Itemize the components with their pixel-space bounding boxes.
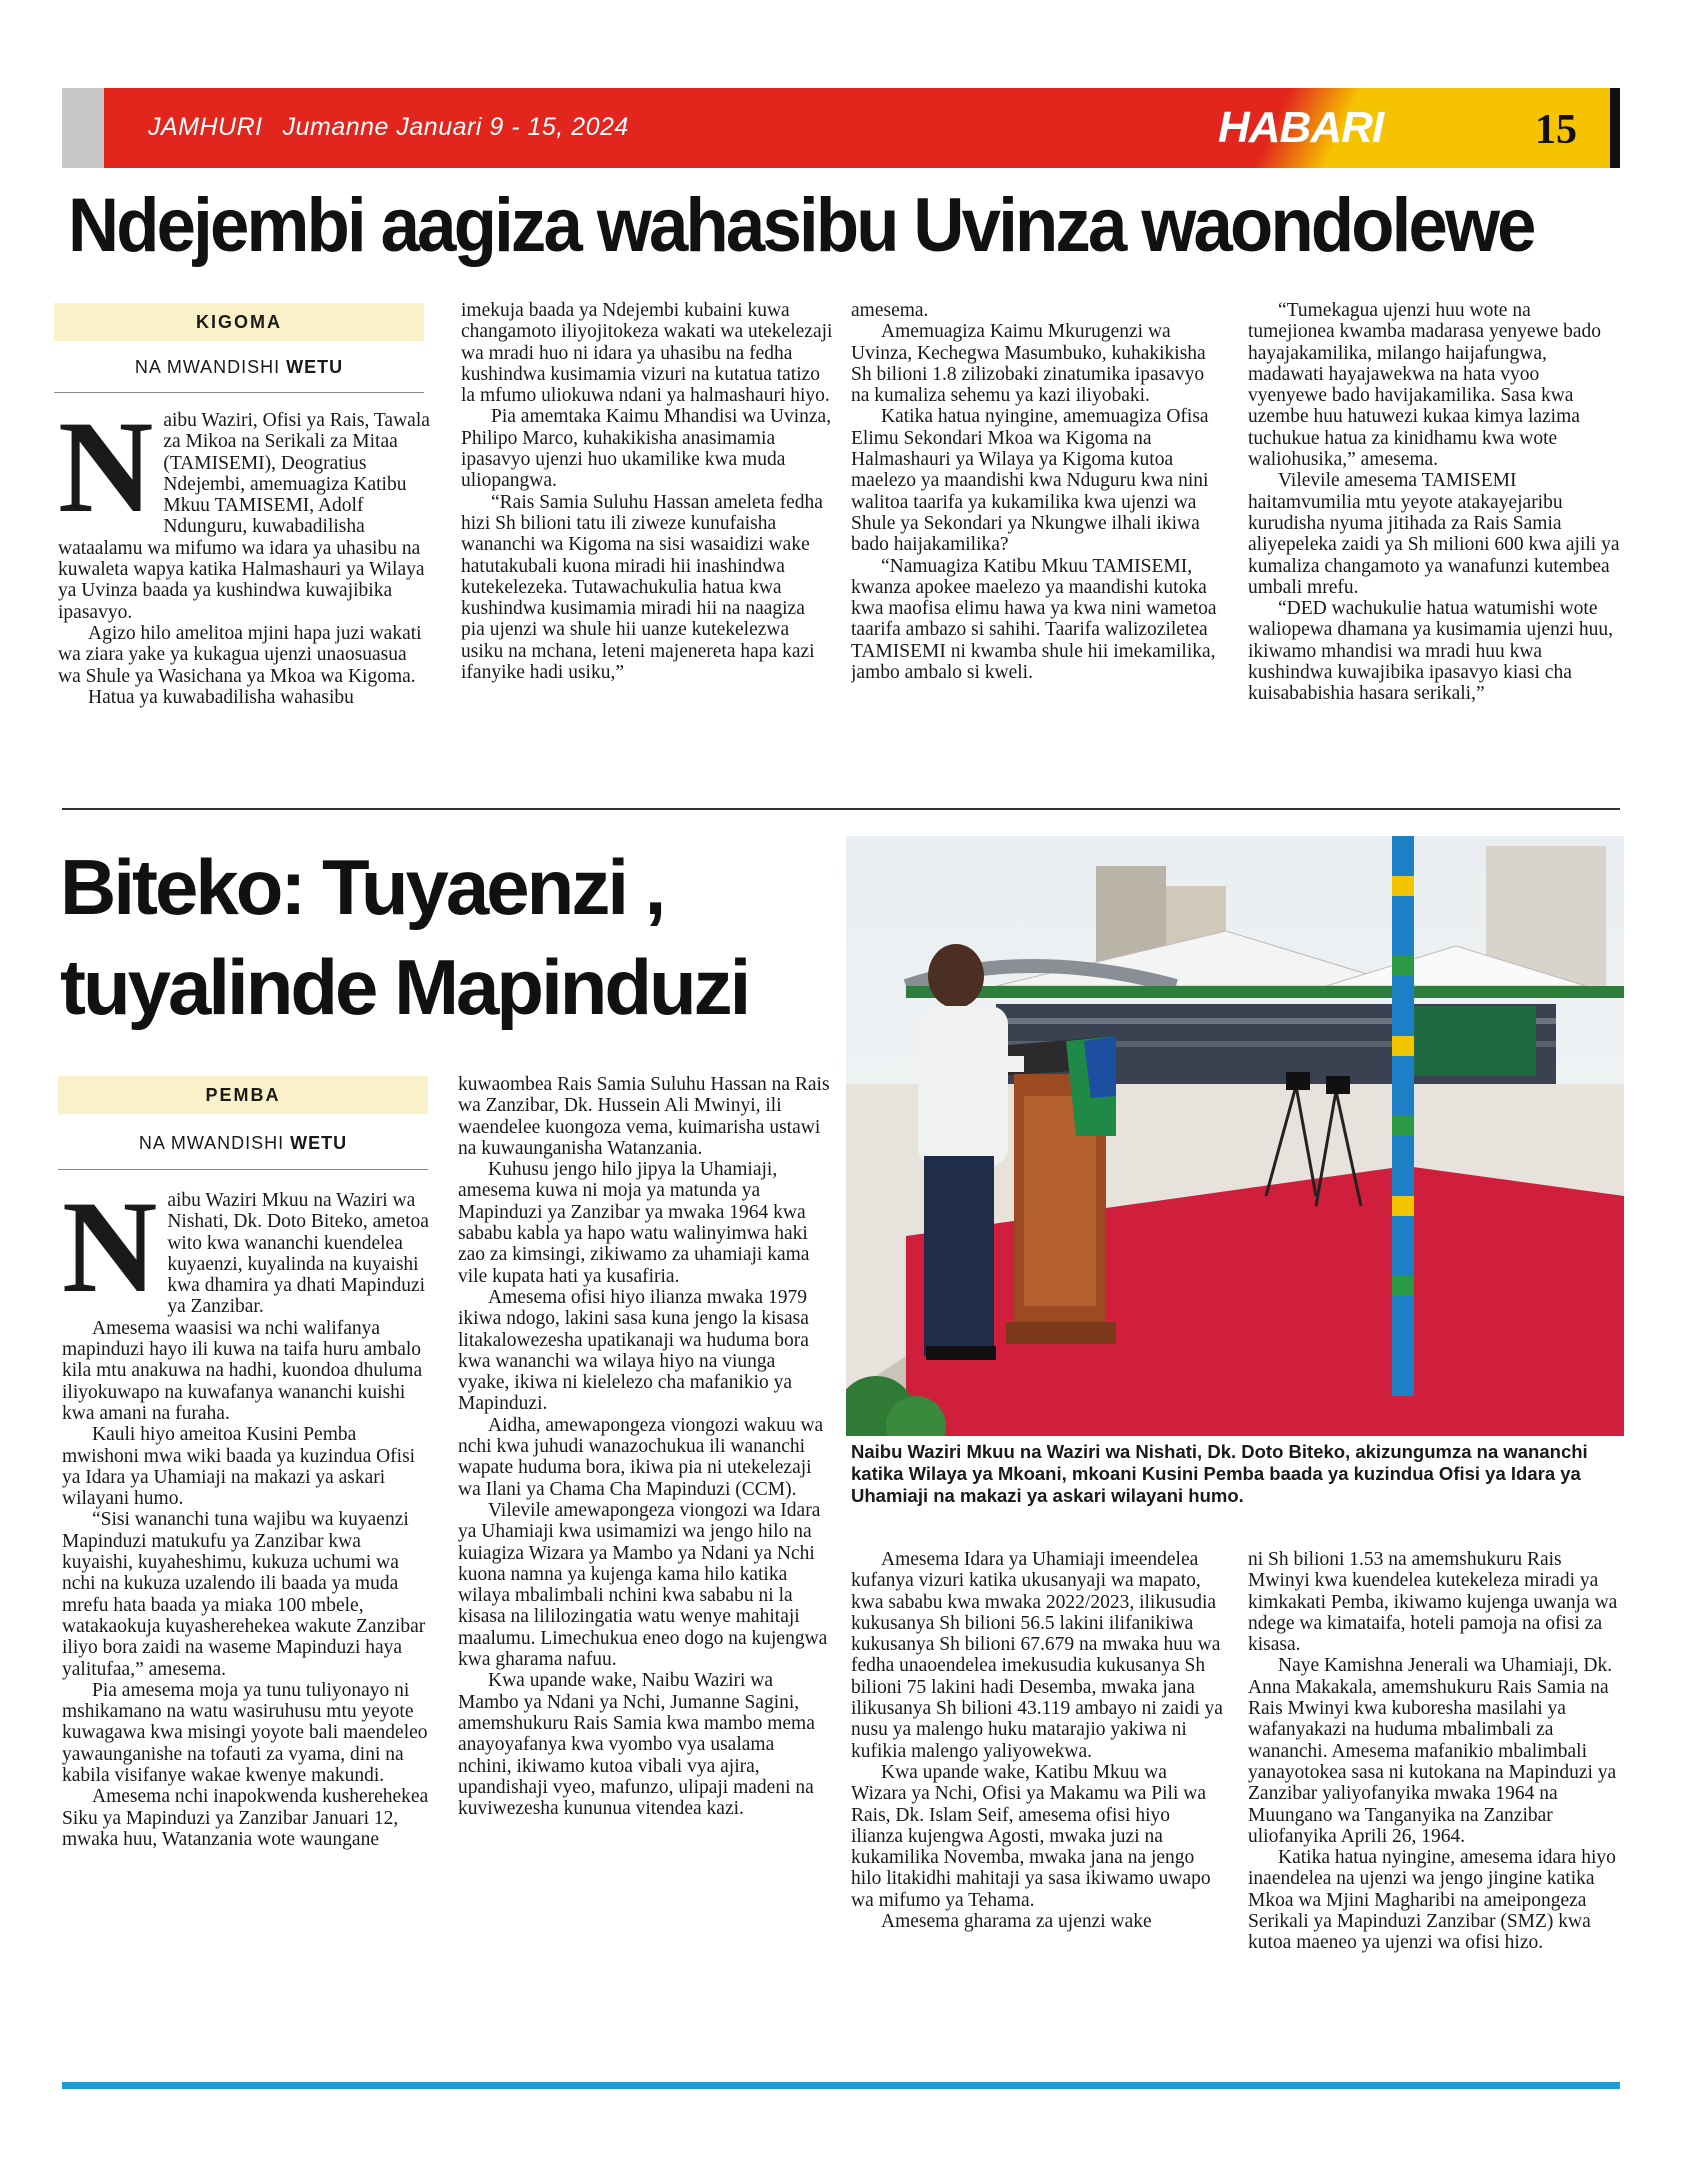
- paragraph: Vilevile amesema TAMISEMI haitamvumilia mtu yeyote atakayejaribu kurudisha nyuma jitihada za Rais Samia aliyepeleka zaidi ya Sh milioni 600 kwa ajili ya kumaliza changamoto ya wanafunzi kutembea umbali mrefu.: [1248, 470, 1620, 598]
- byline-name: WETU: [286, 357, 344, 377]
- paragraph: imekuja baada ya Ndejembi kubaini kuwa changamoto iliyojitokeza wakati wa utekelezaji wa mradi huo ni idara ya uhasibu na fedha kushindwa kusimamia vizuri na kutatua tatizo la mfumo uliokuwa ndani ya halmashauri hiyo.: [461, 300, 833, 407]
- article2-headline-line1: Biteko: Tuyaenzi ,: [60, 843, 664, 931]
- paragraph: Aidha, amewapongeza viongozi wakuu wa nchi kwa juhudi wanazochukua ili wananchi wapate huduma bora, ikiwa pia ni utekelezaji wa Ilani ya Chama Cha Mapinduzi (CCM).: [458, 1414, 824, 1500]
- photo-caption: Naibu Waziri Mkuu na Waziri wa Nishati, Dk. Doto Biteko, akizungumza na wananchi katika Wilaya ya Mkoani, mkoani Kusini Pemba baada ya kuzindua Ofisi ya Idara ya Uhamiaji na makazi ya askari wilayani humo.: [851, 1441, 1588, 1506]
- paragraph: aibu Waziri Mkuu na Waziri wa Nishati, Dk. Doto Biteko, ametoa wito kwa wananchi kuendelea kuyaenzi, kuyalinda na kuyaishi kwa dhamira ya dhati Mapinduzi ya Zanzibar.: [167, 1190, 429, 1318]
- article-divider: [62, 808, 1620, 810]
- paragraph: Amesema Idara ya Uhamiaji imeendelea kufanya vizuri katika ukusanyaji wa mapato, kwa sababu kwa mwaka 2022/2023, ilikusudia kukusanya Sh bilioni 56.5 lakini ilifanikiwa kukusanya Sh bilioni 67.679 na mwaka huu wa fedha unaoendelea imekusudia kukusanya Sh bilioni 75 lakini hadi Desemba, mwaka jana ilikusanya Sh bilioni 43.119 ambayo ni zaidi ya nusu ya malengo huku matarajio yakiwa ni kufikia malengo yaliyowekwa.: [851, 1549, 1223, 1762]
- article1-headline: Ndejembi aagiza wahasibu Uvinza waondolewe: [68, 183, 1534, 268]
- byline-prefix: NA MWANDISHI: [134, 357, 287, 377]
- article1-byline: [54, 357, 424, 378]
- article2-column-4: [1248, 1549, 1622, 2071]
- paragraph: “DED wachukulie hatua watumishi wote waliopewa dhamana ya kusimamia ujenzi huu, ikiwamo mhandisi wa mradi huu kwa kushindwa kuwajibika ipasavyo kiasi cha kuisababishia hasara serikali,”: [1248, 598, 1613, 705]
- paper-name: JAMHURI: [148, 113, 263, 141]
- dropcap: N: [58, 410, 154, 540]
- article2-locator: PEMBA: [58, 1076, 428, 1114]
- paragraph: Kwa upande wake, Katibu Mkuu wa Wizara ya Nchi, Ofisi ya Makamu wa Pili wa Rais, Dk. Islam Seif, amesema ofisi hiyo ilianza kujengwa Agosti, mwaka juzi na kukamilika Novemba, mwaka jana na jengo hilo litakidhi mahitaji ya sasa ikiwamo uwapo wa mifumo ya Tehama.: [851, 1761, 1211, 1911]
- byline-name: WETU: [290, 1133, 348, 1153]
- article2-column-2: [458, 1074, 830, 2070]
- article2-photo: [846, 836, 1624, 1436]
- header-right-edge: [1610, 88, 1620, 168]
- paragraph: Amesema gharama za ujenzi wake: [881, 1911, 1152, 1933]
- paragraph: Agizo hilo amelitoa mjini hapa juzi wakati wa ziara yake ya kukagua ujenzi unaosuasua wa Shule ya Wasichana ya Mkoa wa Kigoma.: [58, 622, 422, 687]
- paragraph: Amesema waasisi wa nchi walifanya mapinduzi hayo ili kuwa na taifa huru ambalo kila mtu anakuwa na hadhi, kuondoa dhuluma iliyokuwapo na kuwafanya wananchi kuishi kwa amani na furaha.: [62, 1317, 423, 1424]
- header-left-tab: [62, 88, 104, 168]
- paragraph: Amesema ofisi hiyo ilianza mwaka 1979 ikiwa ndogo, lakini sasa kuna jengo la kisasa litakalowezesha upatikanaji wa huduma bora kwa wananchi wa wilaya hiyo na viunga vyake, ikiwa ni kielelezo cha mafanikio ya Mapinduzi.: [458, 1286, 809, 1415]
- paragraph: Kauli hiyo ameitoa Kusini Pemba mwishoni mwa wiki baada ya kuzindua Ofisi ya Idara ya Uhamiaji na makazi ya askari wilayani humo.: [62, 1424, 416, 1510]
- paragraph: Pia amemtaka Kaimu Mhandisi wa Uvinza, Philipo Marco, kuhakikisha anasimamia ipasavyo ujenzi huo ukamilike kwa muda uliopangwa.: [461, 406, 832, 492]
- paragraph: Naye Kamishna Jenerali wa Uhamiaji, Dk. Anna Makakala, amemshukuru Rais Samia na Rais Mwinyi kwa kuboresha masilahi ya wafanyakazi na huduma mbalimbali za wananchi. Amesema mafanikio mbalimbali yanayotokea sasa ni kutokana na Mapinduzi ya Zanzibar yaliyofanyika mwaka 1964 na Muungano wa Tanganyika na Zanzibar uliofanyika Aprili 26, 1964.: [1248, 1655, 1617, 1847]
- article1-column-3: [851, 300, 1223, 800]
- article2-headline-line2: tuyalinde Mapinduzi: [60, 943, 749, 1031]
- paragraph: Vilevile amewapongeza viongozi wa Idara ya Uhamiaji kwa usimamizi wa jengo hilo na kuiagiza Wizara ya Mambo ya Ndani ya Nchi kuona namna ya kujenga kama hilo katika wilaya mbalimbali nchini kwa sababu ni la kisasa na lililozingatia watu wenye mahitaji maalumu. Limechukua eneo dogo na kujengwa kwa gharama nafuu.: [458, 1499, 828, 1671]
- page-number: 15: [1535, 107, 1577, 153]
- byline-rule: [58, 1169, 428, 1170]
- paragraph: Kuhusu jengo hilo jipya la Uhamiaji, amesema kuwa ni moja ya matunda ya Mapinduzi ya Zanzibar ya mwaka 1964 kwa sababu kabla ya hapo watu walinyimwa haki zao za kimsingi, zikiwamo za uhamiaji kama vile kupata hati ya kusafiria.: [458, 1159, 810, 1287]
- event-scene-illustration: [846, 836, 1624, 1436]
- paragraph: kuwaombea Rais Samia Suluhu Hassan na Rais wa Zanzibar, Dk. Hussein Ali Mwinyi, ili waendelee kuongoza vema, kuimarisha ustawi na kuwaunganisha Watanzania.: [458, 1074, 830, 1159]
- article2-byline: [58, 1133, 428, 1154]
- issue-date: Jumanne Januari 9 - 15, 2024: [282, 113, 629, 141]
- paragraph: Amemuagiza Kaimu Mkurugenzi wa Uvinza, Kechegwa Masumbuko, kuhakikisha Sh bilioni 1.8 zilizobaki zinatumika ipasavyo na kumaliza sehemu ya kazi iliyobaki.: [851, 321, 1206, 407]
- paragraph: “Tumekagua ujenzi huu wote na tumejionea kwamba madarasa yenyewe bado hayajakamilika, milango haijafungwa, madawati hayajawekwa na hata vyoo vyenyewe bado havijakamilika. Sasa kwa uzembe huu hatuwezi kukaa kimya lazima tuchukue hatua za kinidhamu kwa wote waliohusika,” amesema.: [1248, 300, 1602, 471]
- dropcap: N: [62, 1190, 158, 1320]
- paragraph: Hatua ya kuwabadilisha wahasibu: [88, 686, 354, 708]
- paragraph: Kwa upande wake, Naibu Waziri wa Mambo ya Ndani ya Nchi, Jumanne Sagini, amemshukuru Rais Samia kwa mambo mema anayoyafanya kwa vyombo vya usalama nchini, ikiwamo kutoa vibali vya ajira, upandishaji vyeo, mafunzo, ulipaji madeni na kuviwezesha kununua vitendea kazi.: [458, 1670, 815, 1820]
- paragraph: “Sisi wananchi tuna wajibu wa kuyaenzi Mapinduzi matukufu ya Zanzibar kwa kuyaishi, kuyaheshimu, kukuza uchumi wa nchi na kukuza uzalendo ili baada ya muda mrefu hata baada ya miaka 100 mbele, watakaokuja kuyasherehekea wakute Zanzibar iliyo bora zaidi na waseme Mapinduzi haya yalitufaa,” amesema.: [62, 1509, 426, 1680]
- paragraph: Katika hatua nyingine, amemuagiza Ofisa Elimu Sekondari Mkoa wa Kigoma na Halmashauri ya Wilaya ya Kigoma kutoa maelezo ya maandishi kwa Nduguru kwa nini walitoa taarifa ya kukamilika kwa ujenzi wa Shule ya Sekondari ya Nkungwe ilhali ikiwa bado haijakamilika?: [851, 406, 1209, 556]
- paragraph: Pia amesema moja ya tunu tuliyonayo ni mshikamano na watu wasiruhusu mtu yeyote kuwagawa kwa misingi yoyote bali maendeleo yawaunganishe na tofauti za vyama, dini na kabila visifanye wakae kwenye makundi.: [62, 1679, 428, 1787]
- byline-prefix: NA MWANDISHI: [138, 1133, 291, 1153]
- paragraph: “Rais Samia Suluhu Hassan ameleta fedha hizi Sh bilioni tatu ili ziweze kunufaisha wananchi wa Kigoma na sisi wasaidizi wake hatutakubali kuona miradi hii inashindwa kutekelezeka. Tutawachukulia hatua kwa kushindwa kusimamia miradi hii na naagiza pia ujenzi wa shule hii uanze kutekelezwa usiku na mchana, leteni majenereta hapa kazi ifanyike hadi usiku,”: [461, 491, 823, 684]
- section-name: HABARI: [1218, 103, 1384, 152]
- paragraph: Amesema nchi inapokwenda kusherehekea Siku ya Mapinduzi ya Zanzibar Januari 12, mwaka huu, Watanzania wote waungane: [62, 1786, 429, 1850]
- paragraph: ni Sh bilioni 1.53 na amemshukuru Rais Mwinyi kwa kuendelea kutekeleza miradi ya kimkakati Pemba, ikiwamo kujenga uwanja wa ndege wa kimataifa, hoteli pamoja na ofisi za kisasa.: [1248, 1549, 1618, 1656]
- article1-locator: KIGOMA: [54, 303, 424, 341]
- article1-column-2: [461, 300, 833, 800]
- article1-column-4: [1248, 300, 1622, 800]
- article2-column-1: [62, 1190, 434, 2070]
- paragraph: amesema.: [851, 300, 929, 321]
- byline-rule: [54, 392, 424, 393]
- footer-bar: [62, 2082, 1620, 2089]
- paragraph: aibu Waziri, Ofisi ya Rais, Tawala za Mikoa na Serikali za Mitaa (TAMISEMI), Deogratius Ndejembi, amemuagiza Katibu Mkuu TAMISEMI, Adolf Ndunguru, kuwabadilisha wataalamu wa mifumo wa idara ya uhasibu na kuwaleta wapya katika Halmashauri ya Wilaya ya Uvinza baada ya kushindwa kuwajibika ipasavyo.: [58, 410, 430, 623]
- article2-column-3: [851, 1549, 1223, 2071]
- paragraph: Katika hatua nyingine, amesema idara hiyo inaendelea na ujenzi wa jengo jingine katika Mkoa wa Mjini Magharibi na ameipongeza Serikali ya Mapinduzi Zanzibar (SMZ) kwa kutoa maeneo ya ujenzi wa ofisi hizo.: [1248, 1847, 1616, 1954]
- article1-column-1: [58, 410, 430, 800]
- issue-info: [148, 113, 649, 142]
- paragraph: “Namuagiza Katibu Mkuu TAMISEMI, kwanza apokee maelezo ya maandishi kutoka kwa maofisa elimu hawa ya kwa nini wametoa taarifa ambazo si sahihi. Taarifa walizoziletea TAMISEMI ni kwamba shule hii imekamilika, jambo ambalo si kweli.: [851, 555, 1217, 684]
